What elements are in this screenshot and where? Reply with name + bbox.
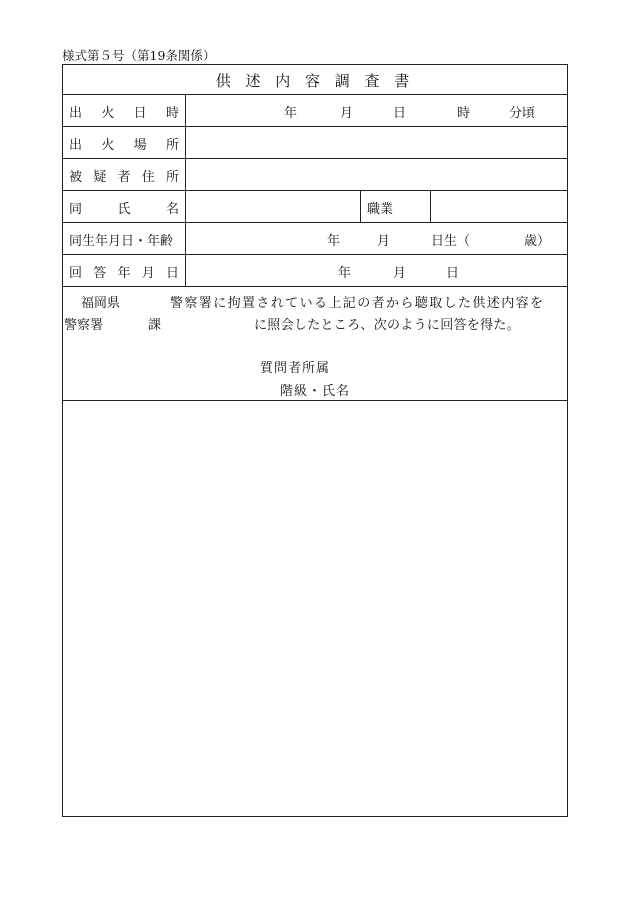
answer-year-unit: 年 [338, 266, 352, 281]
age-unit: 歳） [524, 234, 551, 249]
birth-day-unit: 日生（ [431, 234, 471, 249]
questioner-affiliation-label: 質問者所属 [260, 361, 331, 376]
form-title: 供 述 内 容 調 査 書 [215, 72, 415, 90]
answer-month-unit: 月 [393, 266, 407, 281]
row-divider [63, 126, 567, 127]
prefecture-text: 福岡県 [81, 296, 121, 311]
birth-month-unit: 月 [377, 234, 391, 249]
rank-name-label: 階級・氏名 [280, 384, 351, 399]
statement-content-area[interactable] [63, 401, 567, 816]
occupation-divider-left [360, 190, 361, 222]
fire-place-label: 出 火 場 所 [69, 138, 179, 153]
fire-year-unit: 年 [284, 106, 298, 121]
answer-date-label: 回 答 年 月 日 [69, 266, 179, 281]
police-station-text: 警察署 [64, 318, 104, 333]
occupation-label: 職業 [367, 202, 394, 217]
row-divider [63, 286, 567, 287]
fire-datetime-label: 出 火 日 時 [69, 106, 179, 121]
form-number-label: 様式第５号（第19条関係） [62, 48, 216, 63]
fire-hour-unit: 時 [457, 106, 471, 121]
inquiry-result-line: に照会したところ、次のように回答を得た。 [254, 318, 521, 333]
inquiry-form [62, 64, 568, 817]
fire-day-unit: 日 [393, 106, 407, 121]
occupation-divider-right [430, 190, 431, 222]
birth-age-label: 同生年月日・年齢 [69, 234, 174, 249]
custody-statement-line: 警察署に拘置されている上記の者から聴取した供述内容を [170, 296, 545, 311]
name-label: 同 氏 名 [69, 202, 179, 217]
row-divider [63, 222, 567, 223]
row-divider [63, 158, 567, 159]
fire-minute-unit: 分頃 [509, 106, 536, 121]
row-divider [63, 94, 567, 95]
label-column-divider [185, 94, 186, 286]
fire-month-unit: 月 [340, 106, 354, 121]
section-text: 課 [148, 318, 162, 333]
birth-year-unit: 年 [327, 234, 341, 249]
suspect-address-label: 被 疑 者 住 所 [69, 170, 179, 185]
row-divider [63, 190, 567, 191]
answer-day-unit: 日 [446, 266, 460, 281]
row-divider [63, 254, 567, 255]
